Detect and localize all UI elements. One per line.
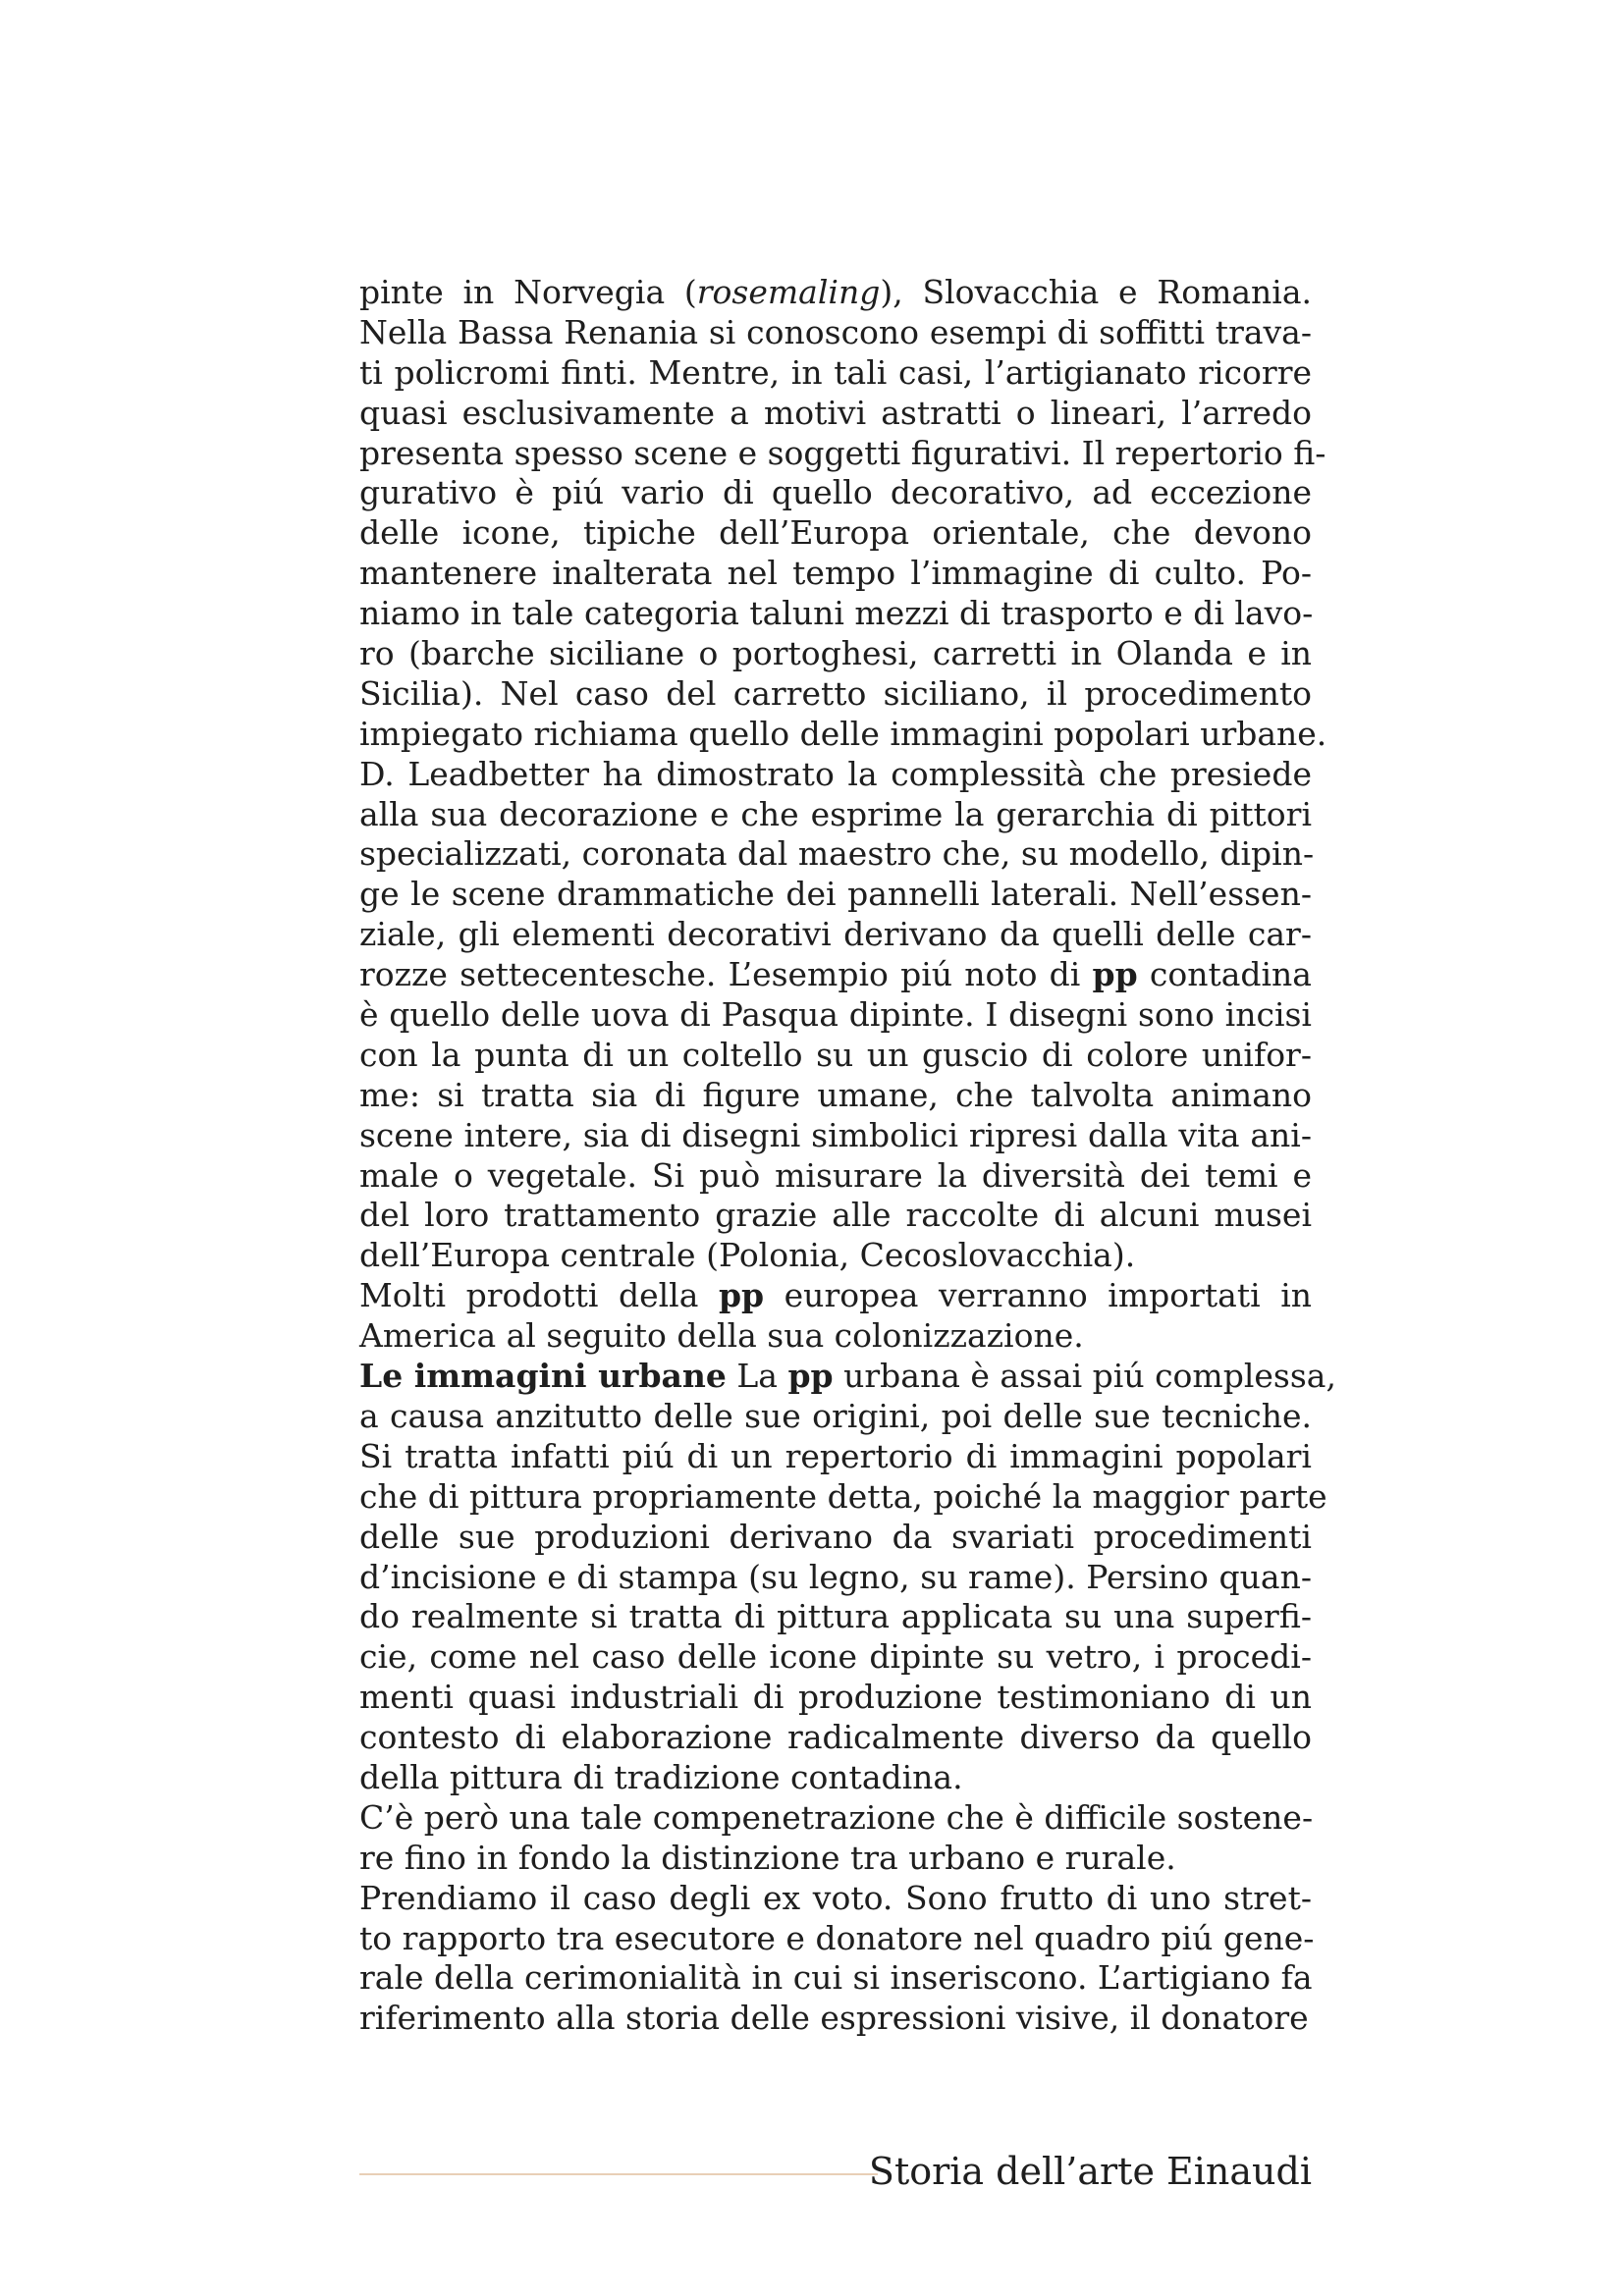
text-line — [359, 353, 1312, 394]
text-run: to rapporto tra esecutore e donatore nel quadro piú gene- — [359, 1918, 1315, 1957]
text-run: delle icone, tipiche dell’Europa orientale, che devono — [359, 513, 1312, 553]
text-line — [359, 1397, 1312, 1437]
text-line — [359, 1839, 1312, 1879]
text-line — [359, 1036, 1312, 1076]
text-run: quasi esclusivamente a motivi astratti o lineari, l’arredo — [359, 393, 1312, 432]
text-run: rozze settecentesche. L’esempio piú noto di — [359, 955, 1093, 994]
text-run: Si tratta infatti piú di un repertorio di immagini popolari — [359, 1436, 1312, 1475]
text-line — [359, 1236, 1312, 1276]
text-run: rale della cerimonialità in cui si inseriscono. L’artigiano fa — [359, 1958, 1313, 1998]
text-run: mantenere inalterata nel tempo l’immagine di culto. Po- — [359, 554, 1312, 593]
body-text — [359, 273, 1336, 2039]
text-run: Nella Bassa Renania si conoscono esempi di soffitti trava- — [359, 312, 1312, 351]
text-line — [359, 313, 1312, 353]
bold-term: pp — [1092, 955, 1138, 994]
text-run: male o vegetale. Si può misurare la diversità dei temi e — [359, 1155, 1312, 1195]
text-run: menti quasi industriali di produzione testimoniano di un — [359, 1678, 1312, 1717]
text-line — [359, 995, 1312, 1036]
text-line — [359, 1597, 1312, 1637]
text-line — [359, 1076, 1312, 1116]
text-line — [359, 1999, 1312, 2039]
text-run: dell’Europa centrale (Polonia, Cecoslovacchia). — [359, 1236, 1136, 1275]
text-run: pinte in Norvegia ( — [359, 273, 697, 311]
footer-title: Storia dell’arte Einaudi — [868, 2150, 1312, 2193]
text-run: che di pittura propriamente detta, poiché la maggior parte — [359, 1476, 1327, 1516]
bold-term: pp — [787, 1357, 834, 1396]
text-run: me: si tratta sia di figure umane, che talvolta animano — [359, 1075, 1312, 1114]
text-run: Prendiamo il caso degli ex voto. Sono frutto di uno stret- — [359, 1878, 1312, 1917]
text-run: Sicilia). Nel caso del carretto siciliano, il procedimento — [359, 673, 1312, 713]
text-line — [359, 1718, 1312, 1758]
text-run: ge le scene drammatiche dei pannelli laterali. Nell’essen- — [359, 875, 1312, 914]
text-line — [359, 1437, 1312, 1477]
text-run: riferimento alla storia delle espressioni visive, il donatore — [359, 1999, 1309, 2038]
text-line — [359, 755, 1312, 795]
text-run: delle sue produzioni derivano da svariati procedimenti — [359, 1517, 1312, 1556]
text-line — [359, 834, 1315, 875]
text-run: alla sua decorazione e che esprime la gerarchia di pittori — [359, 794, 1312, 833]
text-line — [359, 795, 1312, 835]
text-line — [359, 1758, 1312, 1798]
text-run: D. Leadbetter ha dimostrato la complessità che presiede — [359, 754, 1312, 793]
text-run: niamo in tale categoria taluni mezzi di trasporto e di lavo- — [359, 594, 1314, 633]
text-run: ro (barche siciliane o portoghesi, carretti in Olanda e in — [359, 634, 1312, 673]
text-line — [359, 473, 1312, 513]
text-line — [359, 634, 1312, 674]
text-line — [359, 1958, 1312, 1999]
text-line — [359, 1357, 1336, 1397]
text-run: gurativo è piú vario di quello decorativo, ad eccezione — [359, 473, 1312, 512]
text-run: presenta spesso scene e soggetti figurativi. Il repertorio fi- — [359, 433, 1326, 472]
text-run: impiegato richiama quello delle immagini popolari urbane. — [359, 714, 1327, 753]
text-run: europea verranno importati in — [764, 1276, 1312, 1315]
text-run: ti policromi finti. Mentre, in tali casi, l’artigianato ricorre — [359, 352, 1312, 392]
text-line — [359, 1637, 1312, 1678]
text-run: contesto di elaborazione radicalmente diverso da quello — [359, 1718, 1312, 1757]
text-run: C’è però una tale compenetrazione che è difficile sostene- — [359, 1797, 1314, 1837]
text-line — [359, 1879, 1312, 1919]
text-line — [359, 1518, 1312, 1558]
text-run: urbana è assai piú complessa, — [833, 1357, 1336, 1396]
text-run: ), Slovacchia e Romania. — [880, 273, 1313, 311]
text-run: scene intere, sia di disegni simbolici ripresi dalla vita ani- — [359, 1115, 1312, 1154]
text-run: specializzati, coronata dal maestro che, su modello, dipin- — [359, 834, 1315, 874]
text-line — [359, 394, 1312, 434]
text-line — [359, 1196, 1312, 1236]
text-line — [359, 554, 1312, 594]
footer-rule — [359, 2173, 878, 2175]
text-run: America al seguito della sua colonizzazione. — [359, 1316, 1084, 1356]
text-run: d’incisione e di stampa (su legno, su rame). Persino quan- — [359, 1557, 1312, 1596]
text-line — [359, 433, 1326, 474]
text-line — [359, 1678, 1312, 1718]
text-run: ziale, gli elementi decorativi derivano da quelli delle car- — [359, 915, 1312, 954]
text-run: con la punta di un coltello su un guscio di colore unifor- — [359, 1035, 1312, 1074]
text-line — [359, 594, 1312, 634]
text-run: Molti prodotti della — [359, 1276, 719, 1315]
italic-term: rosemaling — [696, 273, 881, 311]
text-line — [359, 955, 1312, 995]
text-line — [359, 875, 1312, 915]
bold-term: Le immagini urbane — [359, 1357, 727, 1396]
text-line — [359, 1156, 1312, 1197]
bold-term: pp — [718, 1276, 765, 1315]
text-run: La — [726, 1357, 788, 1396]
text-line — [359, 714, 1327, 755]
text-line — [359, 1798, 1312, 1839]
text-run: do realmente si tratta di pittura applicata su una superfi- — [359, 1597, 1312, 1636]
text-line — [359, 915, 1312, 955]
text-run: re fino in fondo la distinzione tra urbano e rurale. — [359, 1838, 1176, 1877]
text-run: a causa anzitutto delle sue origini, poi delle sue tecniche. — [359, 1396, 1312, 1435]
text-line — [359, 513, 1312, 554]
text-run: cie, come nel caso delle icone dipinte su vetro, i procedi- — [359, 1637, 1312, 1677]
text-line — [359, 273, 1312, 313]
text-run: del loro trattamento grazie alle raccolte di alcuni musei — [359, 1196, 1312, 1235]
text-line — [359, 1558, 1312, 1598]
text-line — [359, 1116, 1312, 1156]
text-line — [359, 1918, 1315, 1959]
text-run: contadina — [1137, 955, 1312, 994]
text-line — [359, 1316, 1312, 1357]
text-line — [359, 1276, 1312, 1316]
text-run: della pittura di tradizione contadina. — [359, 1757, 963, 1796]
text-line — [359, 1476, 1327, 1518]
text-run: è quello delle uova di Pasqua dipinte. I disegni sono incisi — [359, 995, 1312, 1035]
text-line — [359, 674, 1312, 715]
